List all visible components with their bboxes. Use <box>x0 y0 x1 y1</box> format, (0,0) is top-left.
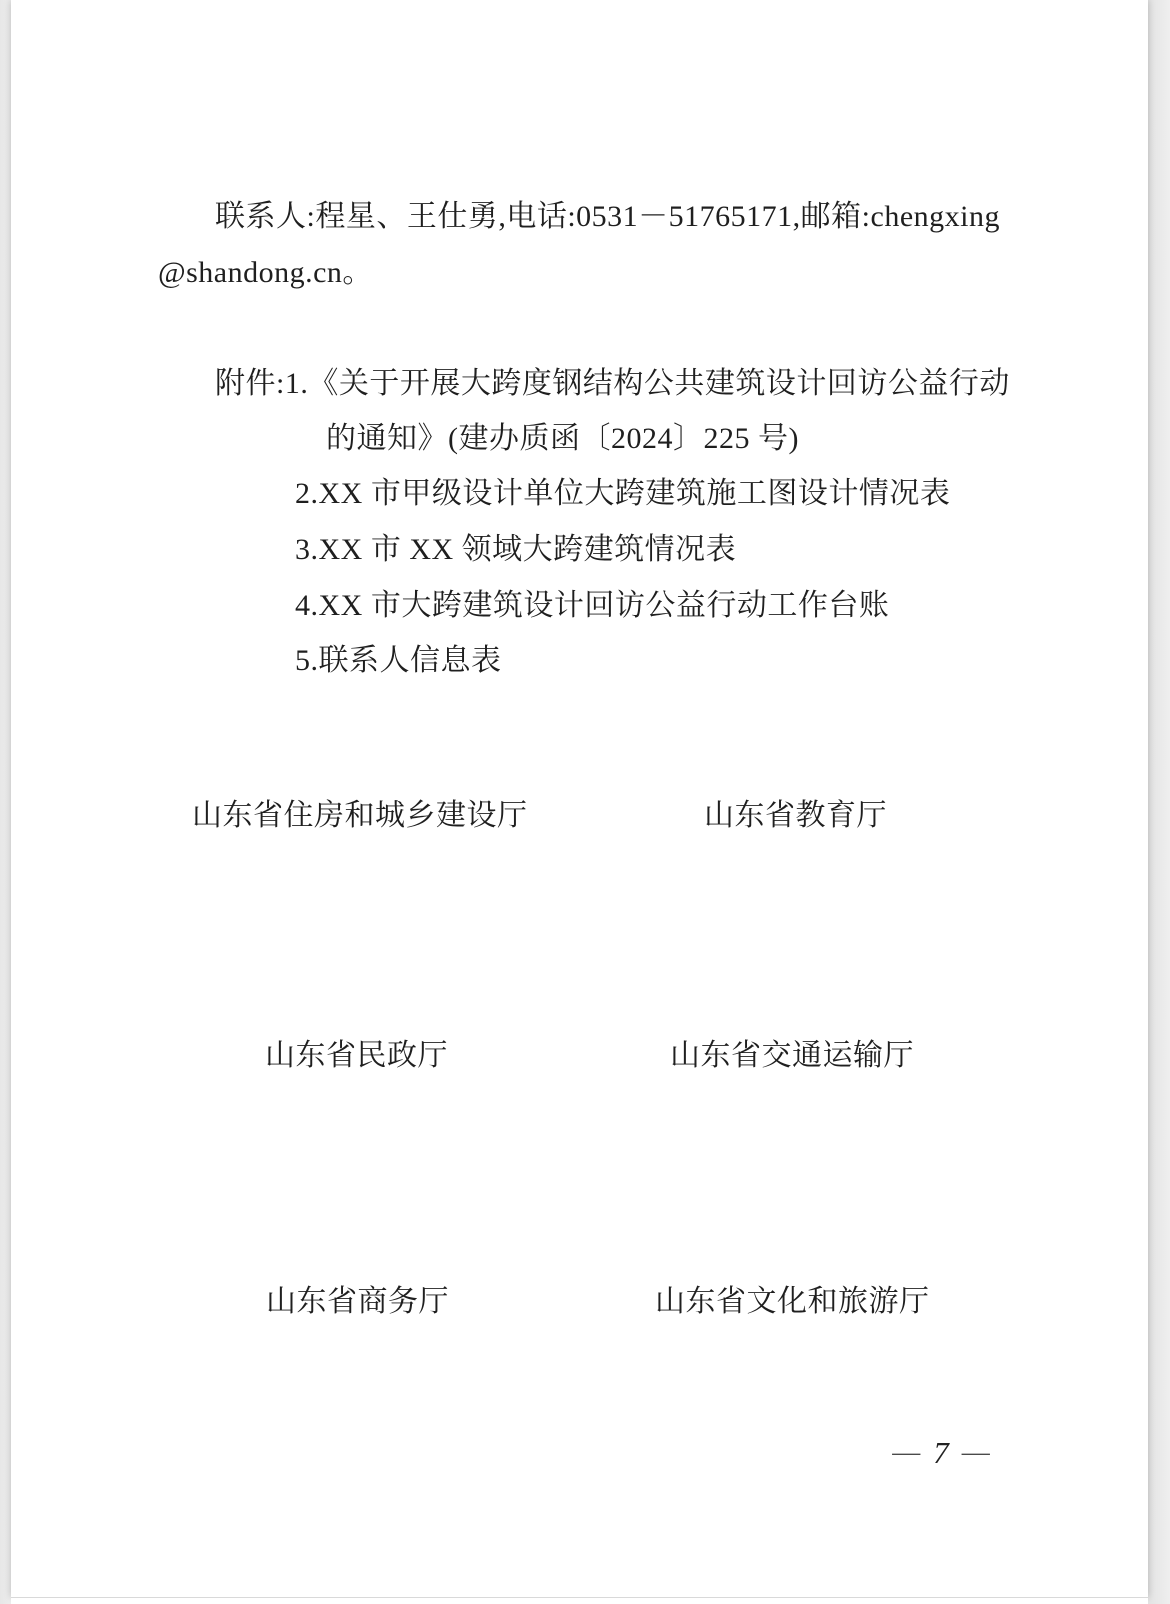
signature-row-3-right: 山东省文化和旅游厅 <box>655 1285 930 1318</box>
viewer-gutter-right <box>1148 0 1170 1604</box>
footer-left-dash: — <box>892 1437 921 1468</box>
signature-row-1-right: 山东省教育厅 <box>704 799 887 832</box>
document-page <box>11 0 1148 1597</box>
contact-paragraph-line-2: @shandong.cn。 <box>158 256 373 289</box>
footer-right-dash: — <box>961 1437 990 1468</box>
page-number: 7 <box>933 1435 949 1470</box>
page-bottom-separator <box>11 1597 1148 1598</box>
signature-row-2-left: 山东省民政厅 <box>265 1039 448 1072</box>
attachments-label-line-2: 的通知》(建办质函〔2024〕225 号) <box>326 422 799 455</box>
next-page-top-edge <box>11 1598 1148 1604</box>
signature-row-2-right: 山东省交通运输厅 <box>670 1039 914 1072</box>
attachment-item-3: 3.XX 市 XX 领域大跨建筑情况表 <box>295 533 737 566</box>
viewer-gutter-left <box>0 0 11 1604</box>
attachments-label-line-1: 附件:1.《关于开展大跨度钢结构公共建筑设计回访公益行动 <box>215 367 1010 400</box>
page-number-footer <box>861 1436 1021 1470</box>
attachment-item-5: 5.联系人信息表 <box>295 644 502 677</box>
signature-row-1-left: 山东省住房和城乡建设厅 <box>192 799 528 832</box>
attachment-item-2: 2.XX 市甲级设计单位大跨建筑施工图设计情况表 <box>295 477 951 510</box>
signature-row-3-left: 山东省商务厅 <box>266 1285 449 1318</box>
attachment-item-4: 4.XX 市大跨建筑设计回访公益行动工作台账 <box>295 589 890 622</box>
contact-paragraph-line-1: 联系人:程星、王仕勇,电话:0531－51765171,邮箱:chengxing <box>215 200 1000 233</box>
